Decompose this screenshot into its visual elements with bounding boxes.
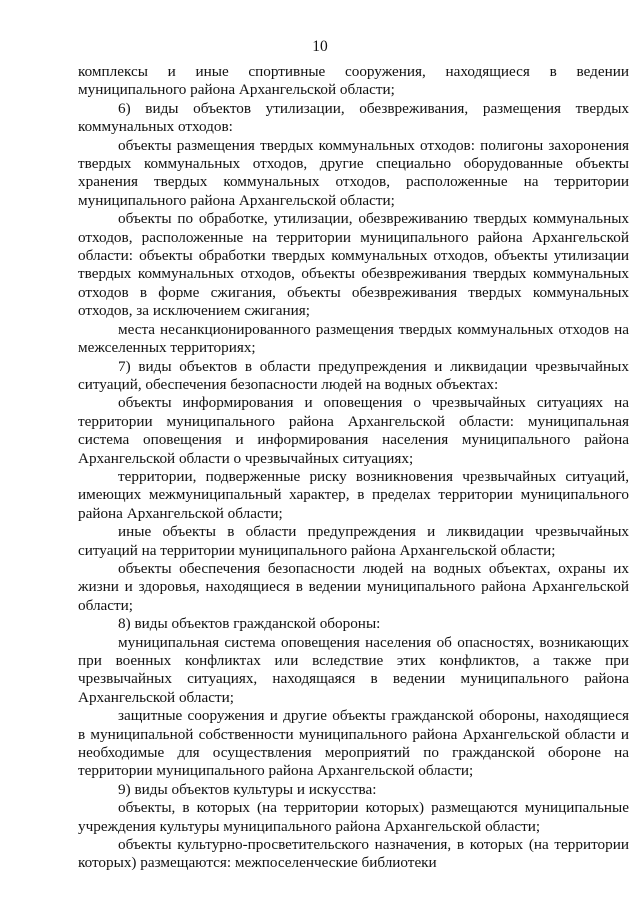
paragraph: объекты культурно-просветительского назначения, в которых (на территории которых) размещаются: межпоселенческие библиотеки [78, 836, 629, 872]
paragraph: защитные сооружения и другие объекты гражданской обороны, находящиеся в муниципальной собственности муниципального района Архангельской области и необходимые для осуществления мероприятий по гражданской обороне на территории муниципального района Архангельской области; [78, 707, 629, 780]
paragraph: объекты информирования и оповещения о чрезвычайных ситуациях на территории муниципального района Архангельской области: муниципальная система оповещения и информирования населения муниципального района Архангельской области о чрезвычайных ситуациях; [78, 394, 629, 467]
document-body [78, 63, 629, 873]
paragraph: территории, подверженные риску возникновения чрезвычайных ситуаций, имеющих межмуниципальный характер, в пределах территории муниципального района Архангельской области; [78, 467, 629, 522]
paragraph: муниципальная система оповещения населения об опасностях, возникающих при военных конфликтах или вследствие этих конфликтов, а также при чрезвычайных ситуациях, находящаяся в ведении муниципального района Архангельской области; [78, 633, 629, 706]
paragraph-section-8-heading: 8) виды объектов гражданской обороны: [118, 615, 381, 633]
paragraph: объекты размещения твердых коммунальных отходов: полигоны захоронения твердых коммунальных отходов, другие специально оборудованные объекты хранения твердых коммунальных отходов, расположенные на территории муниципального района Архангельской области; [78, 136, 629, 209]
paragraph-section-9-heading: 9) виды объектов культуры и искусства: [118, 780, 377, 798]
paragraph-section-7-heading: 7) виды объектов в области предупреждения и ликвидации чрезвычайных ситуаций, обеспечения безопасности людей на водных объектах: [78, 357, 629, 393]
paragraph: объекты по обработке, утилизации, обезвреживанию твердых коммунальных отходов, расположенные на территории муниципального района Архангельской области: объекты обработки твердых коммунальных отходов, объекты утилизации твердых коммунальных отходов, объекты обезвреживания твердых коммунальных отходов в форме сжигания, объекты обезвреживания твердых коммунальных отходов, за исключением сжигания; [78, 210, 629, 320]
paragraph-section-6-heading: 6) виды объектов утилизации, обезвреживания, размещения твердых коммунальных отходов: [78, 99, 629, 136]
paragraph: объекты, в которых (на территории которых) размещаются муниципальные учреждения культуры муниципального района Архангельской области; [78, 799, 629, 835]
paragraph: иные объекты в области предупреждения и ликвидации чрезвычайных ситуаций на территории муниципального района Архангельской области; [78, 523, 629, 559]
paragraph: объекты обеспечения безопасности людей на водных объектах, охраны их жизни и здоровья, находящиеся в ведении муниципального района Архангельской области; [78, 559, 629, 614]
paragraph: места несанкционированного размещения твердых коммунальных отходов на межселенных территориях; [78, 320, 629, 357]
paragraph-continuation: комплексы и иные спортивные сооружения, находящиеся в ведении муниципального района Архангельской области; [78, 63, 629, 99]
page-number: 10 [312, 38, 328, 55]
